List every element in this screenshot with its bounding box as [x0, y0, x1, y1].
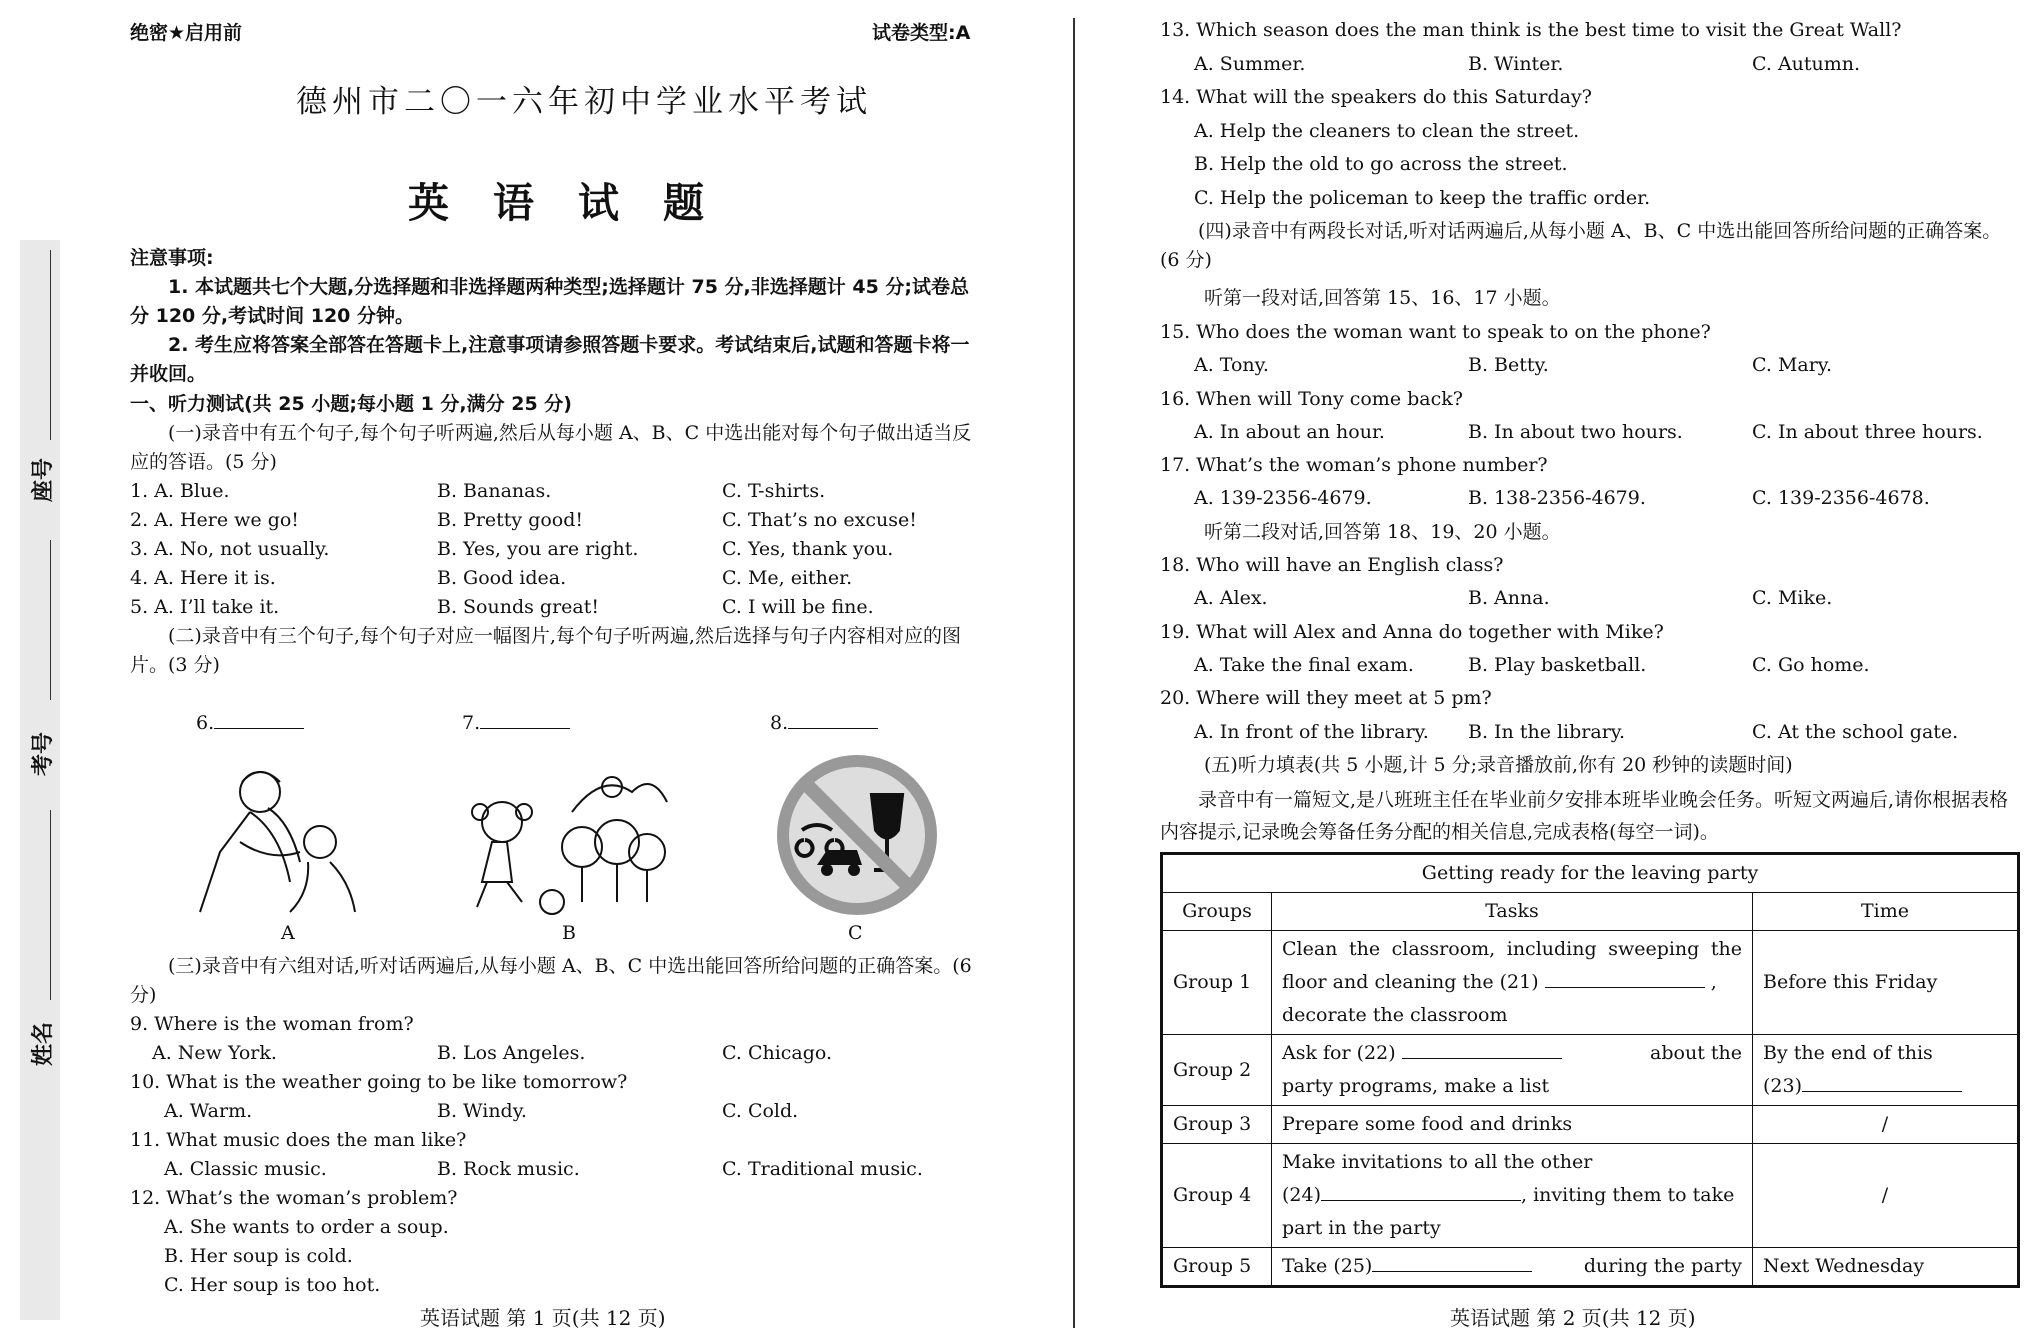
option-a: A. 139-2356-4679. [1194, 487, 1372, 509]
task-line: Ask for (22) about the [1282, 1042, 1742, 1064]
time-cell: Before this Friday [1753, 931, 2019, 1035]
exam-number-label: 考号 [31, 731, 56, 776]
exam-title: 德州市二〇一六年初中学业水平考试 [296, 84, 872, 120]
question-text: 18. Who will have an English class? [1160, 554, 1504, 576]
question-text: 13. Which season does the man think is the best time to visit the Great Wall? [1160, 19, 1902, 41]
group-name: Group 1 [1162, 931, 1272, 1035]
table-row [1162, 931, 2019, 1035]
option-a: A. Warm. [164, 1100, 253, 1122]
option-b: B. Pretty good! [437, 509, 584, 531]
task-line: part in the party [1282, 1217, 1441, 1239]
question-text: 19. What will Alex and Anna do together with Mike? [1160, 621, 1664, 643]
part5-title: (五)听力填表(共 5 小题,计 5 分;录音播放前,你有 20 秒钟的读题时间) [1204, 754, 1793, 776]
table-row [1162, 1035, 2019, 1106]
table-row [1162, 1144, 2019, 1248]
question-text: 17. What’s the woman’s phone number? [1160, 454, 1548, 476]
time-cell: / [1753, 1144, 2019, 1248]
seat-label: 座号 [31, 457, 56, 502]
option-a: A. Alex. [1194, 587, 1268, 609]
girl-in-garden-picture [452, 752, 682, 922]
question-text: 16. When will Tony come back? [1160, 388, 1463, 410]
option-a: 1. A. Blue. [130, 480, 230, 502]
option-c: C. I will be fine. [722, 596, 874, 618]
question-text: 15. Who does the woman want to speak to on the phone? [1160, 321, 1711, 343]
option-a: A. In front of the library. [1194, 721, 1429, 743]
option-c: C. Help the policeman to keep the traffic order. [1194, 187, 1651, 209]
q8-number: 8. [770, 712, 878, 734]
header-tasks: Tasks [1272, 893, 1753, 931]
option-b: B. In about two hours. [1468, 421, 1683, 443]
option-a: 5. A. I’ll take it. [130, 596, 280, 618]
option-c: C. Her soup is too hot. [164, 1274, 381, 1296]
table-caption: Getting ready for the leaving party [1162, 854, 2019, 893]
option-c: C. Yes, thank you. [722, 538, 894, 560]
header-time: Time [1753, 893, 2019, 931]
part4-instructions: (四)录音中有两段长对话,听对话两遍后,从每小题 A、B、C 中选出能回答所给问题的正确答案。(6 分) [1160, 220, 2002, 271]
task-cell [1272, 1035, 1753, 1106]
option-c: C. That’s no excuse! [722, 509, 917, 531]
time-cell: / [1753, 1106, 2019, 1144]
option-c: C. Cold. [722, 1100, 799, 1122]
option-b: B. Rock music. [437, 1158, 580, 1180]
option-a: A. Summer. [1194, 53, 1306, 75]
option-c: C. T-shirts. [722, 480, 826, 502]
task-cell [1272, 1144, 1753, 1248]
blank-21[interactable] [1545, 987, 1705, 988]
option-b: B. Bananas. [437, 480, 552, 502]
part2-instructions: (二)录音中有三个句子,每个句子对应一幅图片,每个句子听两遍,然后选择与句子内容相对应的图片。(3 分) [130, 625, 961, 676]
paper-type: 试卷类型:A [872, 22, 971, 44]
option-c: C. 139-2356-4678. [1752, 487, 1930, 509]
group-name: Group 5 [1162, 1248, 1272, 1287]
part3-instructions: (三)录音中有六组对话,听对话两遍后,从每小题 A、B、C 中选出能回答所给问题的正确答案。(6 分) [130, 955, 972, 1006]
option-b: B. Her soup is cold. [164, 1245, 353, 1267]
option-a: A. Take the final exam. [1194, 654, 1414, 676]
dialog1-instructions: 听第一段对话,回答第 15、16、17 小题。 [1204, 287, 1561, 309]
option-a: A. New York. [152, 1042, 277, 1064]
part1-instructions: (一)录音中有五个句子,每个句子听两遍,然后从每小题 A、B、C 中选出能对每个句子做出适当反应的答语。(5 分) [130, 422, 972, 473]
task-cell: Prepare some food and drinks [1272, 1106, 1753, 1144]
doctor-patient-picture [180, 752, 370, 922]
picture-a-label: A [281, 922, 295, 944]
table-row [1162, 1106, 2019, 1144]
option-c: C. Traditional music. [722, 1158, 923, 1180]
task-cell [1272, 931, 1753, 1035]
option-a: 4. A. Here it is. [130, 567, 276, 589]
q7-number: 7. [462, 712, 570, 734]
question-text: 20. Where will they meet at 5 pm? [1160, 687, 1492, 709]
question-text: 9. Where is the woman from? [130, 1013, 414, 1035]
task-line: decorate the classroom [1282, 1004, 1508, 1026]
option-a: A. Tony. [1194, 354, 1269, 376]
group-name: Group 3 [1162, 1106, 1272, 1144]
sidebar-line [50, 810, 51, 1000]
option-b: B. Sounds great! [437, 596, 600, 618]
option-c: C. At the school gate. [1752, 721, 1959, 743]
option-b: B. Windy. [437, 1100, 527, 1122]
question-text: 10. What is the weather going to be like tomorrow? [130, 1071, 628, 1093]
question-text: 14. What will the speakers do this Saturday? [1160, 86, 1592, 108]
option-a: A. Help the cleaners to clean the street. [1194, 120, 1580, 142]
option-a: 3. A. No, not usually. [130, 538, 330, 560]
leaving-party-table [1160, 852, 2020, 1288]
no-drink-driving-sign [772, 750, 942, 920]
header-groups: Groups [1162, 893, 1272, 931]
time-cell [1753, 1035, 2019, 1106]
option-b: B. Help the old to go across the street. [1194, 153, 1568, 175]
blank-24[interactable] [1321, 1200, 1521, 1201]
option-c: C. In about three hours. [1752, 421, 1983, 443]
sidebar-line [50, 540, 51, 700]
time-line: By the end of this [1763, 1042, 1933, 1064]
section1-title: 一、听力测试(共 25 小题;每小题 1 分,满分 25 分) [130, 393, 572, 415]
page-divider [1073, 18, 1075, 1328]
time-cell: Next Wednesday [1753, 1248, 2019, 1287]
task-line: (24) , inviting them to take [1282, 1184, 1735, 1206]
sidebar-line [50, 250, 51, 440]
q6-number: 6. [196, 712, 304, 734]
option-b: B. In the library. [1468, 721, 1626, 743]
blank-22[interactable] [1402, 1058, 1562, 1059]
option-a: A. She wants to order a soup. [164, 1216, 449, 1238]
option-c: C. Go home. [1752, 654, 1870, 676]
option-b: B. Los Angeles. [437, 1042, 586, 1064]
page2-footer: 英语试题 第 2 页(共 12 页) [1450, 1306, 1696, 1330]
picture-b-label: B [562, 922, 576, 944]
page1-footer: 英语试题 第 1 页(共 12 页) [420, 1306, 666, 1330]
binding-sidebar [20, 240, 60, 1320]
option-b: B. Good idea. [437, 567, 567, 589]
group-name: Group 4 [1162, 1144, 1272, 1248]
note-2: 2. 考生应将答案全部答在答题卡上,注意事项请参照答题卡要求。考试结束后,试题和答题卡将一并收回。 [130, 334, 970, 385]
subject-title: 英语试题 [408, 179, 748, 227]
option-a: 2. A. Here we go! [130, 509, 299, 531]
question-text: 12. What’s the woman’s problem? [130, 1187, 458, 1209]
option-c: C. Mike. [1752, 587, 1833, 609]
task-line: Make invitations to all the other [1282, 1151, 1593, 1173]
group-name: Group 2 [1162, 1035, 1272, 1106]
part5-description: 录音中有一篇短文,是八班班主任在毕业前夕安排本班毕业晚会任务。听短文两遍后,请你根据表格内容提示,记录晚会筹备任务分配的相关信息,完成表格(每空一词)。 [1160, 789, 2009, 843]
option-b: B. Play basketball. [1468, 654, 1647, 676]
notes-heading: 注意事项: [130, 247, 214, 269]
blank-23[interactable] [1802, 1091, 1962, 1092]
note-1: 1. 本试题共七个大题,分选择题和非选择题两种类型;选择题计 75 分,非选择题计 45 分;试卷总分 120 分,考试时间 120 分钟。 [130, 276, 970, 327]
table-row [1162, 1248, 2019, 1287]
option-c: C. Chicago. [722, 1042, 833, 1064]
task-cell: Take (25) during the party [1272, 1248, 1753, 1287]
option-b: B. Anna. [1468, 587, 1550, 609]
option-b: B. 138-2356-4679. [1468, 487, 1646, 509]
option-a: A. Classic music. [164, 1158, 327, 1180]
time-line: (23) [1763, 1070, 2007, 1103]
option-c: C. Autumn. [1752, 53, 1861, 75]
task-line: Clean the classroom, including sweeping the [1282, 938, 1742, 960]
dialog2-instructions: 听第二段对话,回答第 18、19、20 小题。 [1204, 521, 1561, 543]
option-c: C. Mary. [1752, 354, 1833, 376]
option-b: B. Winter. [1468, 53, 1564, 75]
question-text: 11. What music does the man like? [130, 1129, 467, 1151]
task-line: floor and cleaning the (21) , [1282, 971, 1717, 993]
option-b: B. Yes, you are right. [437, 538, 639, 560]
option-b: B. Betty. [1468, 354, 1549, 376]
name-label: 姓名 [31, 1021, 56, 1066]
picture-c-label: C [848, 922, 863, 944]
option-a: A. In about an hour. [1194, 421, 1385, 443]
secret-mark: 绝密★启用前 [130, 22, 243, 44]
task-line: party programs, make a list [1282, 1075, 1550, 1097]
blank-25[interactable] [1372, 1271, 1532, 1272]
option-c: C. Me, either. [722, 567, 853, 589]
